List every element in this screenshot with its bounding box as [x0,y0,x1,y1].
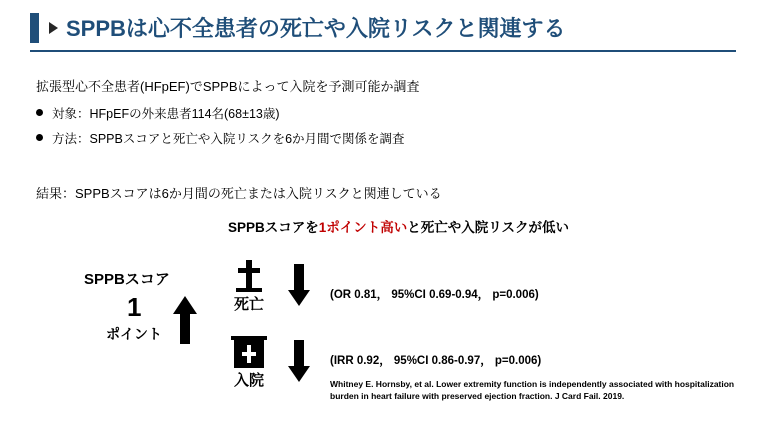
hospital-icon [222,334,276,368]
sppb-score-label: SPPBスコア [84,271,170,288]
title-underline [30,50,736,52]
page-title: SPPBは心不全患者の死亡や入院リスクと関連する [66,16,566,41]
sub-claim-post: と死亡や入院リスクが低い [407,220,570,235]
sub-claim-text [228,216,569,236]
triangle-bullet-icon [49,22,58,34]
outcome-death-label: 死亡 [233,296,264,313]
bullet-dot-icon [36,109,43,116]
arrow-down-icon [288,264,310,306]
result-text: 結果：SPPBスコアは6か月間の死亡または入院リスクと関連している [36,186,442,201]
arrow-up-icon [173,296,197,344]
bullet-list [36,104,405,154]
lead-text: 拡張型心不全患者(HFpEF)でSPPBによって入院を予測可能か調査 [36,79,420,94]
list-item-label: 方法：SPPBスコアと死亡や入院リスクを6か月間で関係を調査 [52,132,405,146]
sub-claim-pre: SPPBスコアを [228,220,319,235]
arrow-down-icon [288,340,310,382]
citation-text: Whitney E. Hornsby, et al. Lower extremity function is independently associated with hospitalization burden in heart failure with preserved ejection fraction. J Card Fail. 2019. [330,379,735,402]
sub-claim-highlight: 1ポイント高い [318,220,408,235]
stat-hospitalization: (IRR 0.92， 95%CI 0.86-0.97， p=0.006) [330,355,542,367]
outcome-hospitalization-label: 入院 [233,372,264,389]
bullet-dot-icon [36,134,43,141]
sppb-score-unit: ポイント [106,326,162,342]
stat-death: (OR 0.81， 95%CI 0.69-0.94， p=0.006) [330,289,539,301]
outcome-death-block [222,258,276,314]
list-item [36,129,405,147]
list-item-label: 対象：HFpEFの外来患者114名(68±13歳) [52,107,280,121]
list-item [36,104,405,122]
title-accent-bar [30,13,39,43]
sppb-score-number: 1 [127,292,142,322]
slide-title-row [30,12,565,43]
grave-cross-icon [222,258,276,292]
outcome-hospitalization-block [222,334,276,390]
